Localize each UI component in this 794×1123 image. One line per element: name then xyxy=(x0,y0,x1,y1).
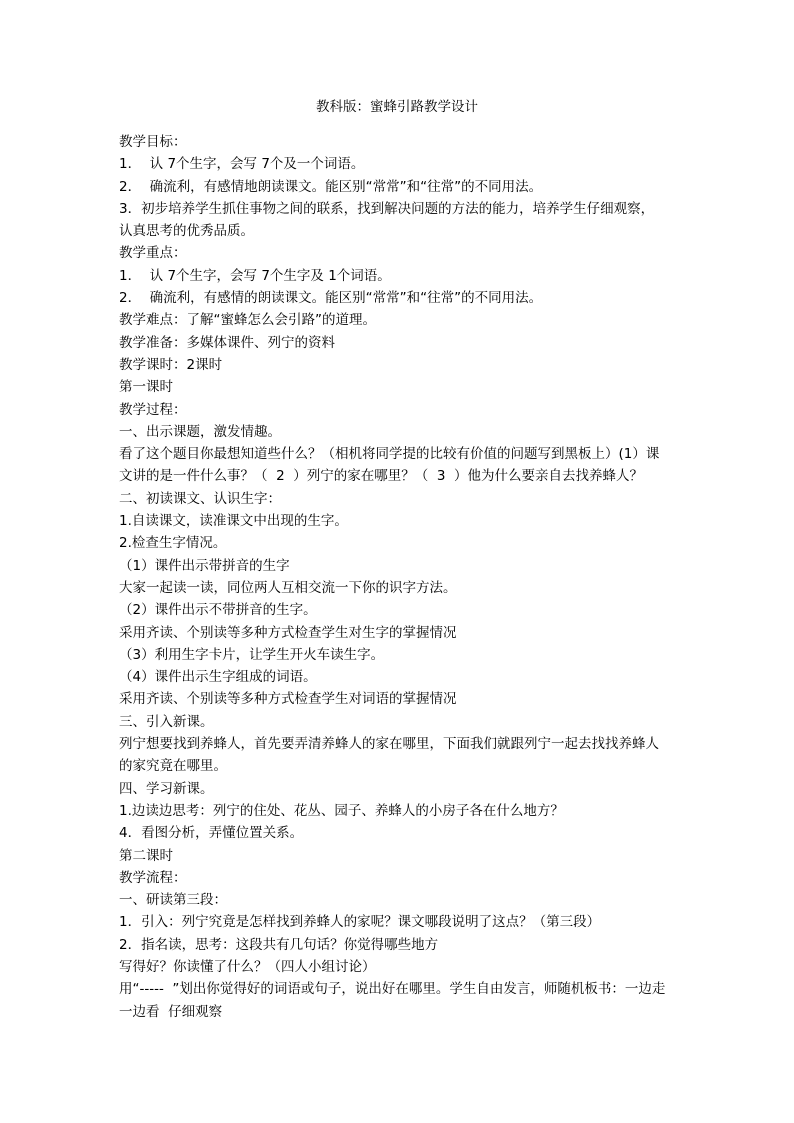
text-line: 1.自读课文，读准课文中出现的生字。 xyxy=(119,513,348,530)
text-line: （2）课件出示不带拼音的生字。 xyxy=(119,602,317,619)
text-line: 的家究竟在哪里。 xyxy=(119,758,227,775)
text-line: 采用齐读、个别读等多种方式检查学生对词语的掌握情况 xyxy=(119,691,457,708)
text-line: 三、引入新课。 xyxy=(119,713,214,730)
text-line: 第二课时 xyxy=(119,847,173,864)
text-line: （3）利用生字卡片，让学生开火车读生字。 xyxy=(119,646,385,663)
text-line: 1． 认 7个生字，会写 7个及一个词语。 xyxy=(119,156,365,173)
text-line: 写得好？你读懂了什么？（四人小组讨论） xyxy=(119,958,376,975)
text-line: 教学准备：多媒体课件、列宁的资料 xyxy=(119,334,335,351)
text-line: 第一课时 xyxy=(119,379,173,396)
text-line: 3．初步培养学生抓住事物之间的联系，找到解决问题的方法的能力，培养学生仔细观察， xyxy=(119,200,655,217)
text-line: 列宁想要找到养蜂人，首先要弄清养蜂人的家在哪里，下面我们就跟列宁一起去找找养蜂人 xyxy=(119,736,659,753)
text-line: 一、研读第三段： xyxy=(119,892,227,909)
text-line: 采用齐读、个别读等多种方式检查学生对生字的掌握情况 xyxy=(119,624,457,641)
text-line: 教学流程： xyxy=(119,869,187,886)
text-line: （1）课件出示带拼音的生字 xyxy=(119,557,290,574)
text-line: 认真思考的优秀品质。 xyxy=(119,223,254,240)
text-line: 文讲的是一件什么事？（ 2 ）列宁的家在哪里？（ 3 ）他为什么要亲自去找养蜂人？ xyxy=(119,468,644,485)
text-line: 教学难点：了解“蜜蜂怎么会引路”的道理。 xyxy=(119,312,376,329)
text-line: 教学过程： xyxy=(119,401,187,418)
text-line: 1.边读边思考：列宁的住处、花丛、园子、养蜂人的小房子各在什么地方？ xyxy=(119,802,564,819)
text-line: 四、学习新课。 xyxy=(119,780,214,797)
text-line: 看了这个题目你最想知道些什么？（相机将同学提的比较有价值的问题写到黑板上）(1）课 xyxy=(119,446,660,463)
text-line: 教学课时：2课时 xyxy=(119,356,223,373)
text-line: 1．引入：列宁究竟是怎样找到养蜂人的家呢？课文哪段说明了这点？（第三段） xyxy=(119,914,601,931)
text-line: 一、出示课题，激发情趣。 xyxy=(119,423,281,440)
text-line: 教学目标： xyxy=(119,134,187,150)
text-line: 2．指名读，思考：这段共有几句话？你觉得哪些地方 xyxy=(119,936,439,953)
text-line: 2． 确流利，有感情的朗读课文。能区别“常常”和“往常”的不同用法。 xyxy=(119,290,543,307)
text-line: 用“----- ”划出你觉得好的词语或句子，说出好在哪里。学生自由发言，师随机板书：一边走 xyxy=(119,981,666,998)
text-line: 教学重点： xyxy=(119,245,187,262)
document-title: 教科版：蜜蜂引路教学设计 xyxy=(316,99,478,115)
text-line: 大家一起读一读，同位两人互相交流一下你的识字方法。 xyxy=(119,579,457,596)
text-line: （4）课件出示生字组成的词语。 xyxy=(119,669,317,686)
text-line: 4．看图分析，弄懂位置关系。 xyxy=(119,825,304,842)
document-body xyxy=(119,131,679,1023)
text-line: 一边看 仔细观察 xyxy=(119,1003,223,1020)
text-line: 2． 确流利，有感情地朗读课文。能区别“常常”和“往常”的不同用法。 xyxy=(119,178,543,195)
text-line: 1． 认 7个生字，会写 7个生字及 1个词语。 xyxy=(119,267,391,284)
text-line: 二、初读课文、认识生字： xyxy=(119,490,281,507)
text-line: 2.检查生字情况。 xyxy=(119,535,227,552)
